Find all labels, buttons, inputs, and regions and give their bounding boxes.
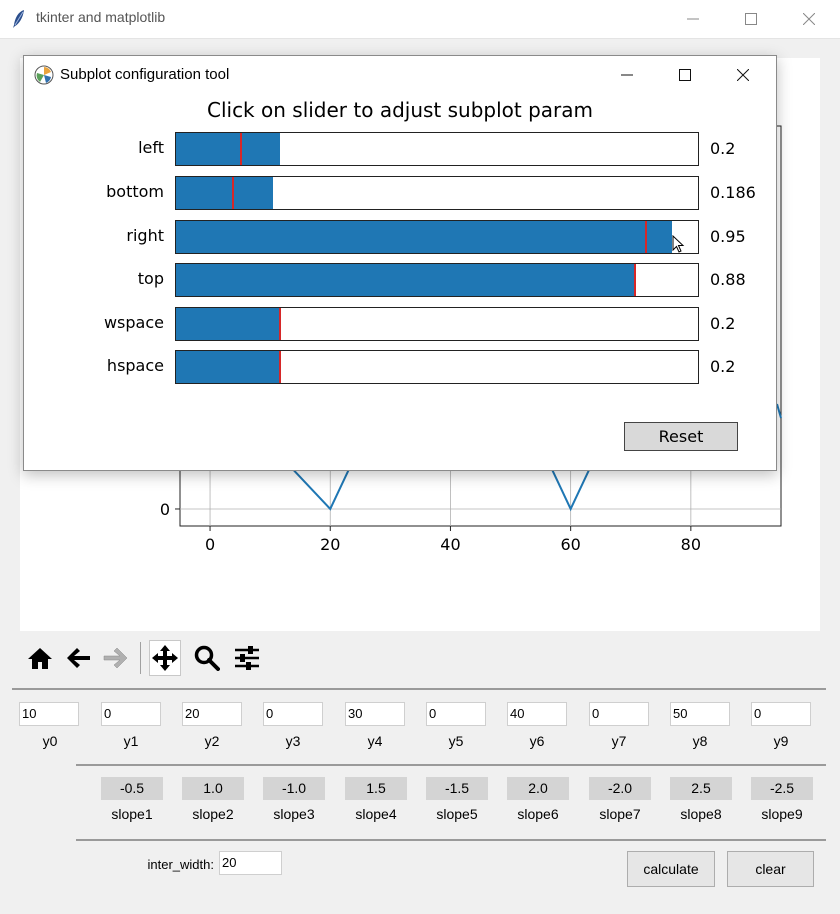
feather-icon (10, 9, 28, 29)
slider-value: 0.2 (710, 357, 736, 376)
slider-fill (176, 308, 280, 340)
slope9-label: slope9 (761, 806, 803, 822)
y-tick-label: 0 (159, 499, 170, 519)
window-titlebar (0, 0, 840, 39)
y1-label: y1 (123, 733, 139, 749)
slope9-value: -2.5 (751, 777, 813, 800)
y7-label: y7 (611, 733, 627, 749)
slider-label: top (137, 269, 164, 288)
y7-input[interactable]: 0 (589, 702, 649, 726)
slider-right[interactable] (175, 220, 699, 254)
dialog-heading: Click on slider to adjust subplot param (206, 98, 594, 122)
y9-label: y9 (773, 733, 789, 749)
forward-arrow-icon (103, 646, 129, 670)
slope8-label: slope8 (680, 806, 722, 822)
slider-initial-marker (279, 351, 281, 383)
y4-label: y4 (367, 733, 383, 749)
slider-initial-marker (645, 221, 647, 253)
slope6-label: slope6 (517, 806, 559, 822)
slider-label: bottom (106, 182, 164, 201)
slider-label: left (138, 138, 164, 157)
zoom-icon (194, 645, 220, 671)
separator (12, 688, 826, 690)
dialog-titlebar (24, 56, 776, 94)
slope1-value: -0.5 (101, 777, 163, 800)
slider-wspace[interactable] (175, 307, 699, 341)
slope6-value: 2.0 (507, 777, 569, 800)
subplots-config-button[interactable] (231, 640, 263, 676)
y6-label: y6 (529, 733, 545, 749)
slider-value: 0.95 (710, 227, 746, 246)
x-tick-label: 20 (320, 535, 341, 554)
minimize-icon (621, 69, 633, 81)
slider-bottom[interactable] (175, 176, 699, 210)
close-button[interactable] (780, 0, 838, 38)
dialog-title: Subplot configuration tool (60, 66, 230, 83)
y3-input[interactable]: 0 (263, 702, 323, 726)
slider-hspace[interactable] (175, 350, 699, 384)
minimize-button[interactable] (664, 0, 722, 38)
y5-input[interactable]: 0 (426, 702, 486, 726)
slider-value: 0.2 (710, 314, 736, 333)
clear-button[interactable]: clear (727, 851, 814, 887)
slider-fill (176, 351, 280, 383)
reset-button[interactable]: Reset (624, 422, 738, 451)
slope5-label: slope5 (436, 806, 478, 822)
calculate-button[interactable]: calculate (627, 851, 715, 887)
slope5-value: -1.5 (426, 777, 488, 800)
maximize-button[interactable] (722, 0, 780, 38)
maximize-icon (745, 13, 757, 25)
slider-value: 0.2 (710, 139, 736, 158)
toolbar-separator (140, 642, 141, 674)
y9-input[interactable]: 0 (751, 702, 811, 726)
y1-input[interactable]: 0 (101, 702, 161, 726)
slider-initial-marker (240, 133, 242, 165)
slider-fill (176, 133, 280, 165)
slope8-value: 2.5 (670, 777, 732, 800)
slider-label: right (126, 226, 164, 245)
y5-label: y5 (448, 733, 464, 749)
slope2-value: 1.0 (182, 777, 244, 800)
inter-width-label: inter_width: (147, 857, 214, 872)
close-icon (737, 69, 749, 81)
y8-input[interactable]: 50 (670, 702, 730, 726)
slider-initial-marker (232, 177, 234, 209)
minimize-icon (687, 13, 699, 25)
back-button[interactable] (62, 640, 94, 676)
close-icon (803, 13, 815, 25)
slope2-label: slope2 (192, 806, 234, 822)
forward-button[interactable] (100, 640, 132, 676)
slope1-label: slope1 (111, 806, 153, 822)
slider-top[interactable] (175, 263, 699, 297)
separator (76, 839, 826, 841)
x-tick-label: 40 (440, 535, 461, 554)
matplotlib-logo-icon (34, 65, 54, 85)
separator (76, 764, 826, 766)
y3-label: y3 (285, 733, 301, 749)
slider-initial-marker (279, 308, 281, 340)
slope7-value: -2.0 (589, 777, 651, 800)
x-tick-label: 60 (560, 535, 581, 554)
dialog-minimize-button[interactable] (598, 56, 656, 94)
zoom-button[interactable] (191, 640, 223, 676)
home-icon (27, 646, 53, 670)
slope7-label: slope7 (599, 806, 641, 822)
slider-initial-marker (634, 264, 636, 296)
subplot-config-dialog (23, 55, 777, 471)
slider-value: 0.186 (710, 183, 756, 202)
x-tick-label: 0 (204, 535, 216, 554)
mouse-cursor-icon (672, 235, 686, 255)
slider-fill (176, 221, 672, 253)
slider-label: hspace (106, 356, 164, 375)
back-arrow-icon (65, 646, 91, 670)
pan-icon (151, 644, 179, 672)
y0-input[interactable]: 10 (19, 702, 79, 726)
dialog-close-button[interactable] (714, 56, 772, 94)
pan-button[interactable] (149, 640, 181, 676)
slope4-label: slope4 (355, 806, 397, 822)
slider-value: 0.88 (710, 270, 746, 289)
slider-label: wspace (103, 313, 164, 332)
slope3-value: -1.0 (263, 777, 325, 800)
slider-fill (176, 264, 635, 296)
y6-input[interactable]: 40 (507, 702, 567, 726)
y2-label: y2 (204, 733, 220, 749)
subplots-config-icon (233, 645, 261, 671)
slider-fill (176, 177, 273, 209)
maximize-icon (679, 69, 691, 81)
home-button[interactable] (24, 640, 56, 676)
slider-left[interactable] (175, 132, 699, 166)
y0-label: y0 (42, 733, 58, 749)
y8-label: y8 (692, 733, 708, 749)
x-tick-label: 80 (680, 535, 702, 554)
window-title: tkinter and matplotlib (36, 9, 166, 25)
y2-input[interactable]: 20 (182, 702, 242, 726)
dialog-maximize-button[interactable] (656, 56, 714, 94)
slope4-value: 1.5 (345, 777, 407, 800)
inter-width-input[interactable]: 20 (219, 851, 282, 875)
slope3-label: slope3 (273, 806, 315, 822)
y4-input[interactable]: 30 (345, 702, 405, 726)
